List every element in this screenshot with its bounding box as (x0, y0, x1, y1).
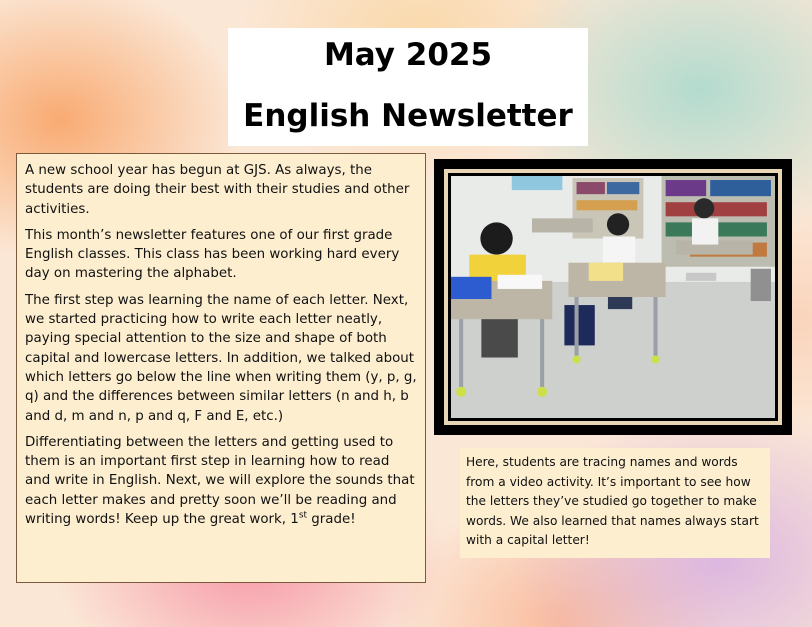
newsletter-date: May 2025 (323, 37, 493, 73)
article-paragraph-2: This month’s newsletter features one of our first grade English classes. This class has been working hard every day on mastering the alphabet. (25, 227, 400, 282)
classroom-photo (451, 176, 775, 418)
photo-books-3 (577, 200, 638, 210)
photo-student-right-head (694, 198, 714, 218)
photo-student-left-head (480, 222, 512, 254)
photo-leg-3 (575, 297, 579, 358)
article-paragraph-4 (25, 433, 417, 529)
title-box (228, 28, 588, 146)
photo-books-2 (607, 182, 639, 194)
article-paragraph-4-text: Differentiating between the letters and getting used to them is an important first step in learning how to read and write in English. Next, we will explore the sounds that each letter makes and pretty soon we’ll be reading and writing words! Keep up the great work, 1 (25, 434, 415, 528)
photo-ball-4 (651, 355, 659, 363)
photo-mat (444, 169, 782, 425)
article-paragraph-3: The first step was learning the name of each letter. Next, we started practicing how to write each letter neatly, paying special attention to the size and shape of both capital and lowercase letters. In addition, we talked about which letters go below the line when writing them (y, p, g, q) and the differences between similar letters (n and h, b and d, m and n, p and q, F and E, etc.) (25, 292, 417, 424)
photo-student-right-body (692, 218, 718, 244)
photo-frame (434, 159, 792, 435)
photo-poster (512, 176, 563, 190)
photo-caption: Here, students are tracing names and words from a video activity. It’s important to see how the letters they’ve studied go together to make words. We also learned that names always start with a capital letter! (460, 448, 770, 558)
photo-paper-yellow (589, 263, 623, 281)
article-panel (16, 153, 426, 583)
photo-student-middle-head (607, 213, 629, 235)
photo-student-left-legs (481, 317, 517, 357)
photo-leg-4 (654, 297, 658, 358)
photo-desk-back (532, 218, 593, 232)
photo-leg-2 (540, 319, 544, 390)
photo-leg-1 (459, 319, 463, 390)
article-paragraph-4-end: grade! (307, 512, 356, 528)
photo-books-4 (666, 180, 707, 196)
article-paragraph-1: A new school year has begun at GJS. As always, the students are doing their best with their studies and other activities. (25, 163, 410, 217)
photo-books-1 (577, 182, 605, 194)
photo-ball-3 (573, 355, 581, 363)
photo-border (448, 173, 778, 421)
photo-ball-2 (537, 387, 547, 397)
photo-chair (686, 273, 716, 281)
newsletter-title: English Newsletter (243, 98, 573, 134)
ordinal-suffix: st (298, 510, 308, 521)
photo-books-6 (666, 202, 767, 216)
photo-folder-blue (451, 277, 492, 299)
photo-books-5 (710, 180, 771, 196)
photo-bag (564, 305, 594, 345)
photo-ball-1 (456, 387, 466, 397)
photo-paper-left (498, 275, 543, 289)
photo-trash-bin (751, 269, 771, 301)
